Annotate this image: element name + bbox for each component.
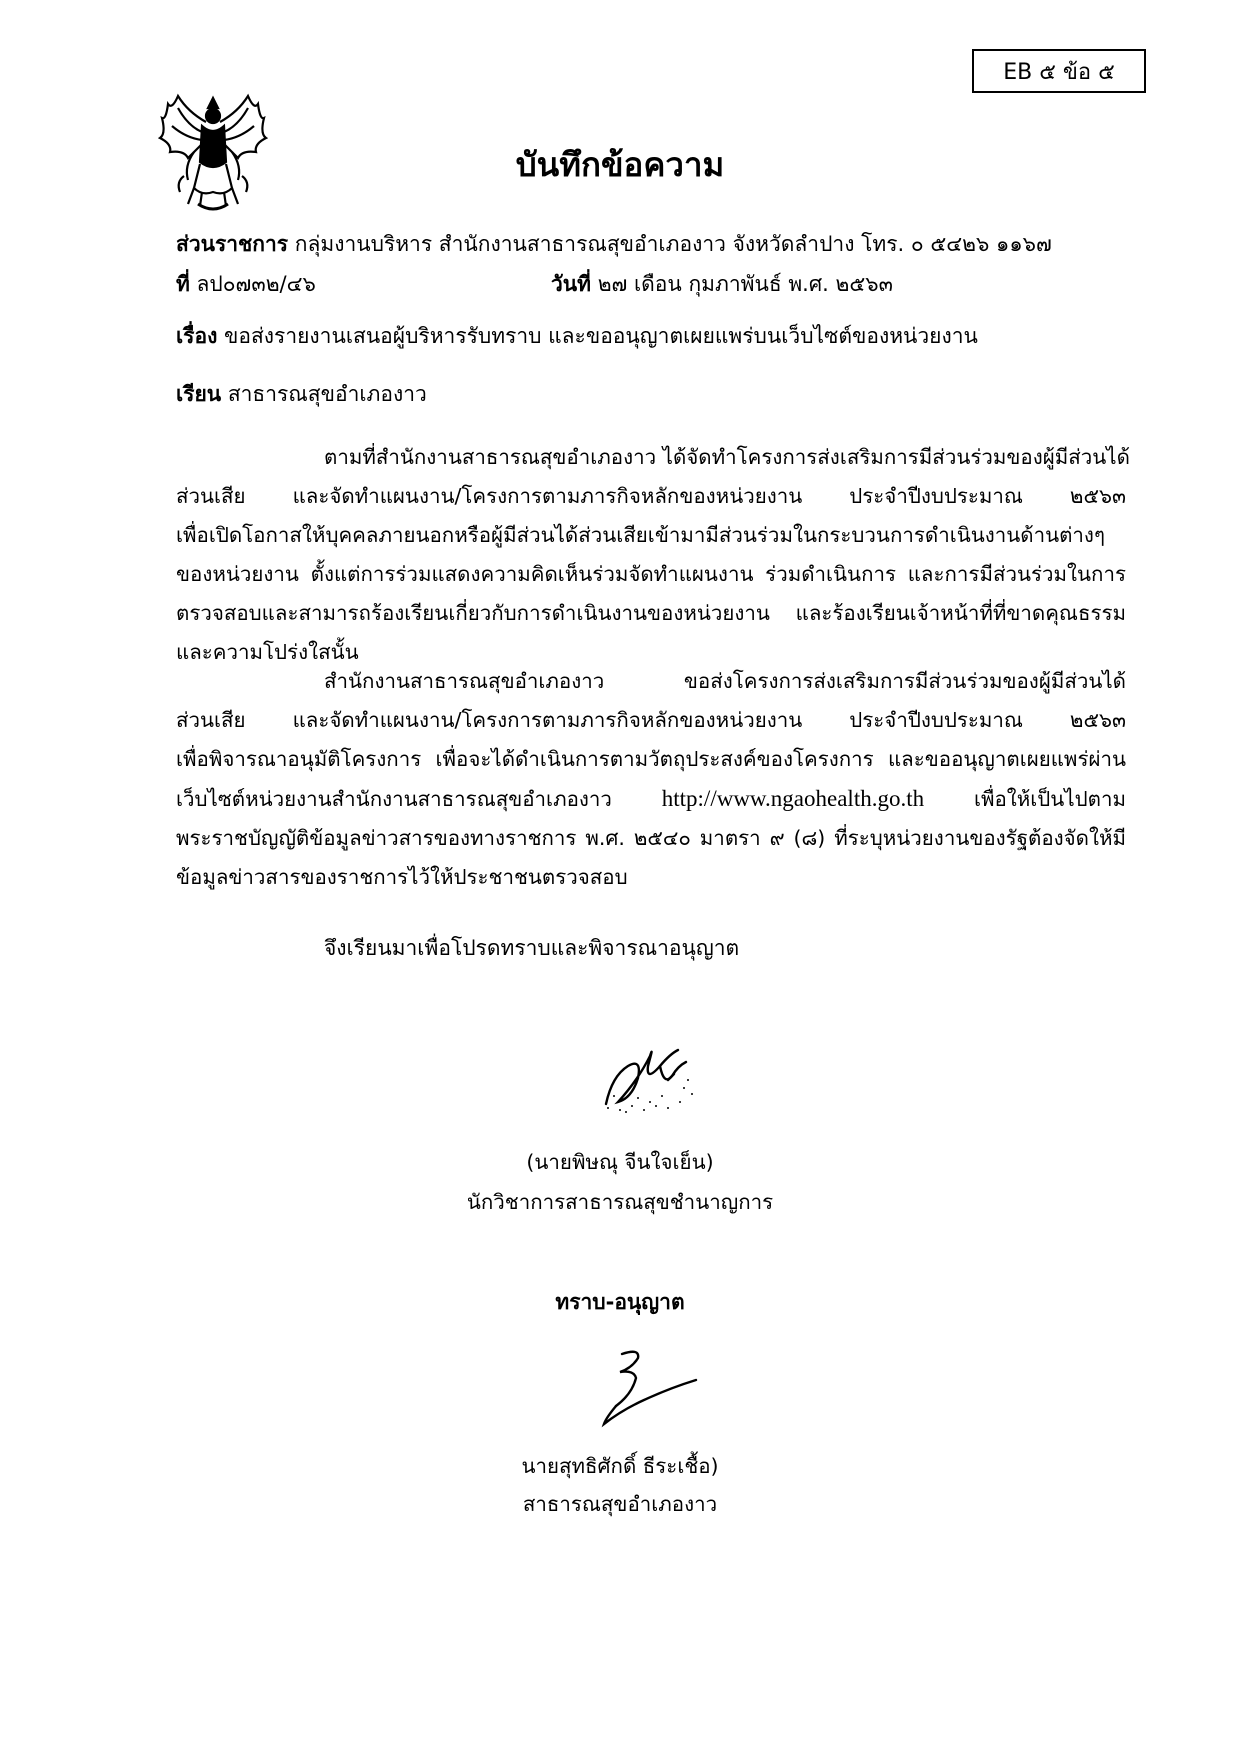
paragraph-line: สำนักงานสาธารณสุขอำเภองาว ขอส่งโครงการส่งเสริมการมีส่วนร่วมของผู้มีส่วนได้ <box>324 669 1126 693</box>
paragraph-line: ของหน่วยงาน ตั้งแต่การร่วมแสดงความคิดเห็นร่วมจัดทำแผนงาน ร่วมดำเนินการ และการมีส่วนร่วมในการ <box>176 562 1126 586</box>
paragraph-line: พระราชบัญญัติข้อมูลข่าวสารของทางราชการ พ.ศ. ๒๕๔๐ มาตรา ๙ (๘) ที่ระบุหน่วยงานของรัฐต้องจัดให้มี <box>176 826 1126 850</box>
paragraph-line: ตามที่สำนักงานสาธารณสุขอำเภองาว ได้จัดทำโครงการส่งเสริมการมีส่วนร่วมของผู้มีส่วนได้ <box>324 445 1130 469</box>
subject-value: ขอส่งรายงานเสนอผู้บริหารรับทราบ และขออนุญาตเผยแพร่บนเว็บไซต์ของหน่วยงาน <box>224 324 978 348</box>
paragraph-line: ข้อมูลข่าวสารของราชการไว้ให้ประชาชนตรวจสอบ <box>176 865 628 889</box>
url-line-prefix: เว็บไซต์หน่วยงานสำนักงานสาธารณสุขอำเภองาว <box>176 787 612 811</box>
reference-box <box>972 49 1146 93</box>
date-label: วันที่ <box>551 272 591 296</box>
paragraph-line: ส่วนเสีย และจัดทำแผนงาน/โครงการตามภารกิจหลักของหน่วยงาน ประจำปีงบประมาณ ๒๕๖๓ <box>176 484 1126 508</box>
paragraph-line: เพื่อเปิดโอกาสให้บุคคลภายนอกหรือผู้มีส่วนได้ส่วนเสียเข้ามามีส่วนร่วมในกระบวนการดำเนินงานด้านต่างๆ <box>176 523 1105 547</box>
body-paragraph-1 <box>176 438 1130 672</box>
subject-label: เรื่อง <box>176 324 218 348</box>
signature-1-mark <box>598 1036 708 1114</box>
body-paragraph-2 <box>176 662 1126 897</box>
document-number-line <box>176 268 316 301</box>
document-number-label: ที่ <box>176 272 190 296</box>
signer-1-position: นักวิชาการสาธารณสุขชำนาญการ <box>466 1190 774 1214</box>
agency-label: ส่วนราชการ <box>176 232 289 256</box>
addressee-value: สาธารณสุขอำเภองาว <box>227 382 427 406</box>
url-line-suffix: เพื่อให้เป็นไปตาม <box>973 787 1126 811</box>
reference-code: EB ๕ ข้อ ๕ <box>1003 59 1115 85</box>
url-line <box>176 779 1126 819</box>
paragraph-line: เพื่อพิจารณาอนุมัติโครงการ เพื่อจะได้ดำเนินการตามวัตถุประสงค์ของโครงการ และขออนุญาตเผยแพร่ผ่าน <box>176 747 1126 771</box>
memo-title: บันทึกข้อความ <box>515 145 725 184</box>
signer-1-name: (นายพิษณุ จีนใจเย็น) <box>526 1150 714 1174</box>
paragraph-line: ตรวจสอบและสามารถร้องเรียนเกี่ยวกับการดำเนินงานของหน่วยงาน และร้องเรียนเจ้าหน้าที่ที่ขาดคุณธรรม <box>176 601 1126 625</box>
signer-2-position: สาธารณสุขอำเภองาว <box>522 1492 718 1516</box>
addressee-label: เรียน <box>176 382 222 406</box>
document-number-value: ลป๐๗๓๒/๔๖ <box>196 272 316 296</box>
paragraph-line: และความโปร่งใสนั้น <box>176 640 359 664</box>
addressee-line <box>176 378 427 411</box>
approval-text: ทราบ-อนุญาต <box>555 1290 685 1314</box>
website-url[interactable]: http://www.ngaohealth.go.th <box>661 786 925 811</box>
date-value: ๒๗ เดือน กุมภาพันธ์ พ.ศ. ๒๕๖๓ <box>597 272 893 296</box>
signature-2-mark <box>592 1344 702 1430</box>
paragraph-line: ส่วนเสีย และจัดทำแผนงาน/โครงการตามภารกิจหลักของหน่วยงาน ประจำปีงบประมาณ ๒๕๖๓ <box>176 708 1126 732</box>
subject-line <box>176 320 978 353</box>
agency-value: กลุ่มงานบริหาร สำนักงานสาธารณสุขอำเภองาว จังหวัดลำปาง โทร. ๐ ๕๔๒๖ ๑๑๖๗ <box>294 232 1052 256</box>
date-line <box>551 268 893 301</box>
closing-text: จึงเรียนมาเพื่อโปรดทราบและพิจารณาอนุญาต <box>324 936 740 960</box>
signer-2-name: นายสุทธิศักดิ์ ธีระเชื้อ) <box>521 1454 719 1478</box>
agency-line <box>176 228 1052 261</box>
